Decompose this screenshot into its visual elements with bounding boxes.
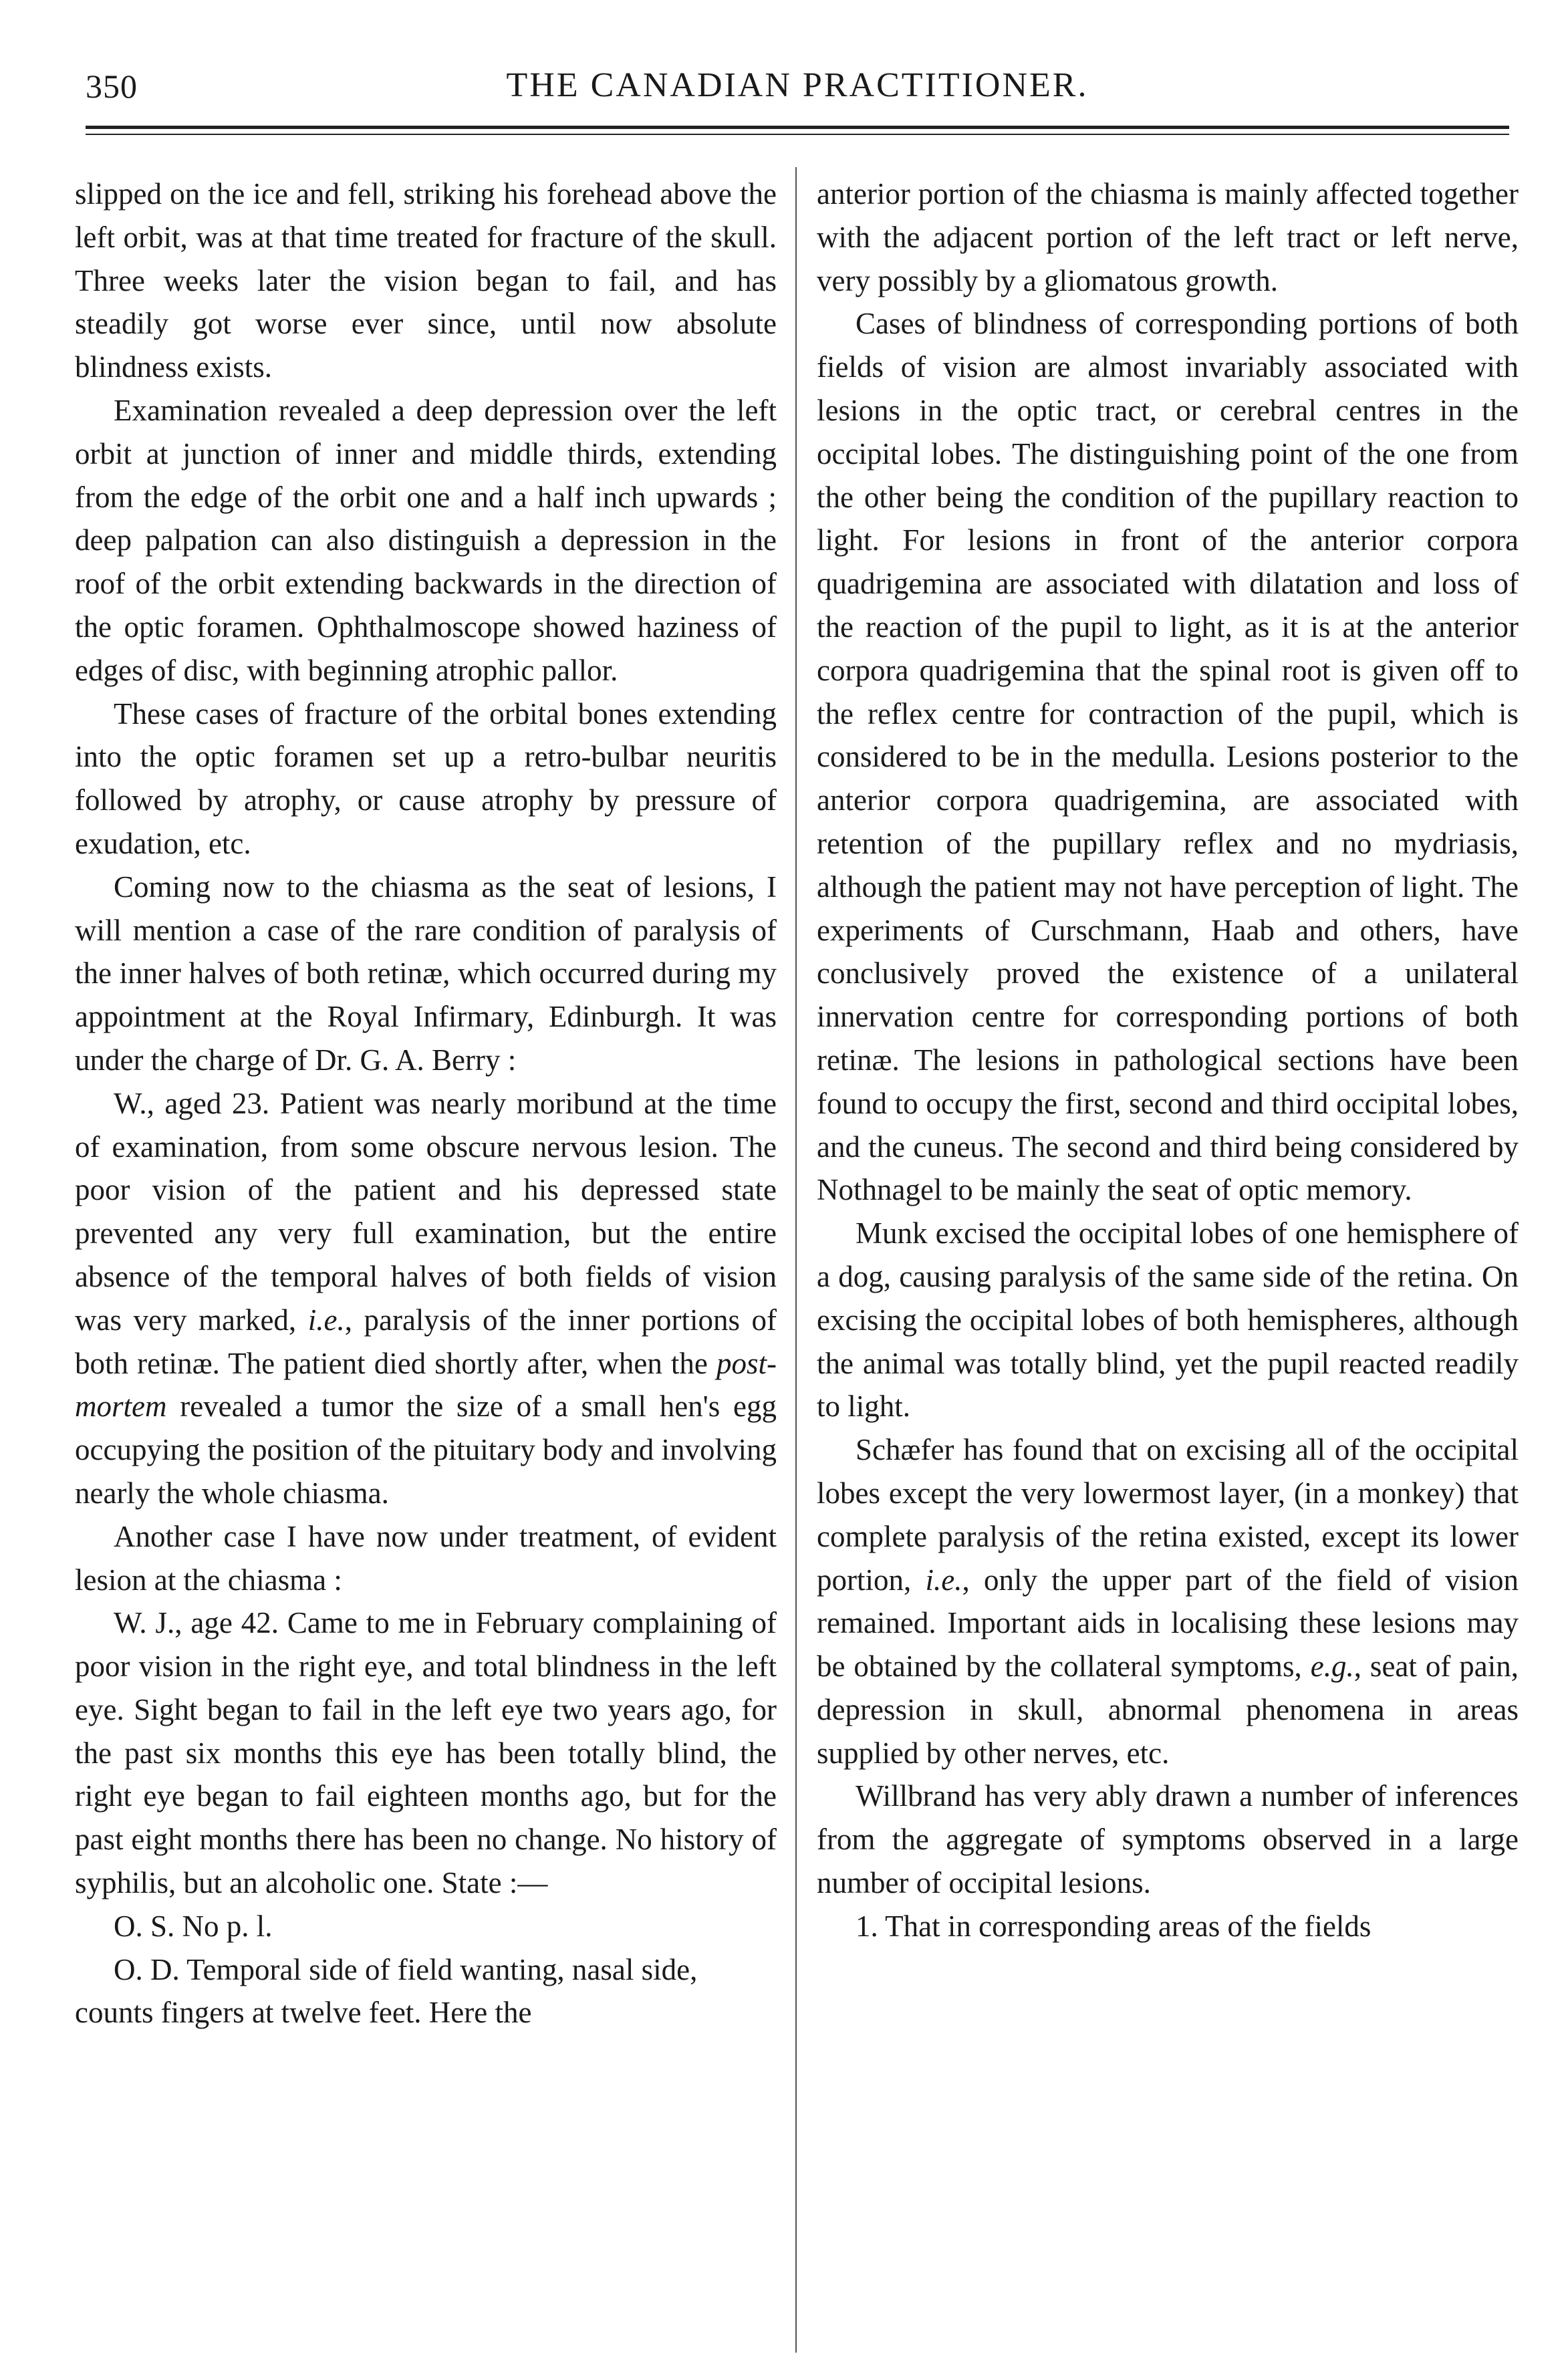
paragraph-text: , only the upper part of the field of vision remained. Important aids in localising these lesions may be obtained by the collateral symptoms,: [817, 1563, 1519, 1684]
paragraph-text: W., aged 23. Patient was nearly moribund at the time of examination, from some obscure nervous lesion. The poor vision of the patient and his depressed state prevented any very full examination, but the entire absence of the temporal halves of both fields of vision was very marked,: [75, 1086, 777, 1337]
italic-term: post-mortem: [75, 1346, 777, 1424]
paragraph-text: , paralysis of the inner portions of both retinæ. The patient died shortly after, when the: [75, 1303, 777, 1380]
paragraph: W. J., age 42. Came to me in February complaining of poor vision in the right eye, and total blindness in the left eye. Sight began to fail in the left eye two years ago, for the past six months this eye has been totally blind, the right eye began to fail eighteen months ago, but for the past eight months there has been no change. No history of syphilis, but an alcoholic one. State :—: [75, 1606, 777, 1900]
left-column: [75, 172, 777, 2358]
paragraph: Another case I have now under treatment, of evident lesion at the chiasma :: [75, 1519, 777, 1597]
page-header: [86, 61, 1509, 122]
paragraph-text: revealed a tumor the size of a small hen's egg occupying the position of the pituitary body and involving nearly the whole chiasma.: [75, 1390, 777, 1510]
paragraph: anterior portion of the chiasma is mainly affected together with the adjacent portion of the left tract or left nerve, very possibly by a gliomatous growth.: [817, 177, 1519, 297]
paragraph: These cases of fracture of the orbital bones extending into the optic foramen set up a retro-bulbar neuritis followed by atrophy, or cause atrophy by pressure of exudation, etc.: [75, 696, 777, 860]
paragraph: 1. That in corresponding areas of the fields: [856, 1909, 1371, 1943]
header-rule-thick: [86, 126, 1509, 129]
paragraph: Cases of blindness of corresponding portions of both fields of vision are almost invariably associated with lesions in the optic tract, or cerebral centres in the occipital lobes. The distinguishing point of the one from the other being the condition of the pupillary reaction to light. For lesions in front of the anterior corpora quadrigemina are associated with dilatation and loss of the reaction of the pupil to light, as it is at the anterior corpora quadrigemina that the spinal root is given off to the reflex centre for contraction of the pupil, which is considered to be in the medulla. Lesions posterior to the anterior corpora quadrigemina, are associated with retention of the pupillary reflex and no mydriasis, although the patient may not have perception of light. The experiments of Curschmann, Haab and others, have conclusively proved the existence of a unilateral innervation centre for corresponding portions of both retinæ. The lesions in pathological sections have been found to occupy the first, second and third occipital lobes, and the cuneus. The second and third being considered by Nothnagel to be mainly the seat of optic memory.: [817, 307, 1519, 1207]
column-divider: [795, 167, 797, 2353]
italic-abbreviation: e.g.: [1310, 1650, 1354, 1684]
header-rule-thin: [86, 134, 1509, 135]
paragraph: [75, 1082, 777, 1515]
paragraph: O. S. No p. l.: [114, 1909, 273, 1943]
paragraph: [817, 1428, 1519, 1774]
page-number: 350: [86, 68, 138, 105]
right-column: [817, 172, 1519, 2358]
italic-abbreviation: i.e.: [925, 1563, 962, 1597]
paragraph: Coming now to the chiasma as the seat of lesions, I will mention a case of the rare condition of paralysis of the inner halves of both retinæ, which occurred during my appointment at the Royal Infirmary, Edinburgh. It was under the charge of Dr. G. A. Berry :: [75, 870, 777, 1077]
journal-title: THE CANADIAN PRACTITIONER.: [506, 66, 1089, 104]
paragraph: Munk excised the occipital lobes of one hemisphere of a dog, causing paralysis of the same side of the retina. On excising the occipital lobes of both hemispheres, although the animal was totally blind, yet the pupil reacted readily to light.: [817, 1216, 1519, 1424]
paragraph-text: Schæfer has found that on excising all of the occipital lobes except the very lowermost layer, (in a monkey) that complete paralysis of the retina existed, except its lower portion,: [817, 1433, 1519, 1597]
paragraph: O. D. Temporal side of field wanting, nasal side, counts fingers at twelve feet. Here the: [75, 1952, 698, 2030]
paragraph: slipped on the ice and fell, striking his forehead above the left orbit, was at that time treated for fracture of the skull. Three weeks later the vision began to fail, and has steadily got worse ever since, until now absolute blindness exists.: [75, 177, 777, 384]
paragraph: Willbrand has very ably drawn a number of inferences from the aggregate of symptoms observed in a large number of occipital lesions.: [817, 1779, 1519, 1900]
paragraph-text: , seat of pain, depression in skull, abnormal phenomena in areas supplied by other nerves, etc.: [817, 1650, 1519, 1770]
italic-abbreviation: i.e.: [307, 1303, 345, 1337]
paragraph: Examination revealed a deep depression over the left orbit at junction of inner and middle thirds, extending from the edge of the orbit one and a half inch upwards ; deep palpation can also distinguish a depression in the roof of the orbit extending backwards in the direction of the optic foramen. Ophthalmoscope showed haziness of edges of disc, with beginning atrophic pallor.: [75, 393, 777, 687]
